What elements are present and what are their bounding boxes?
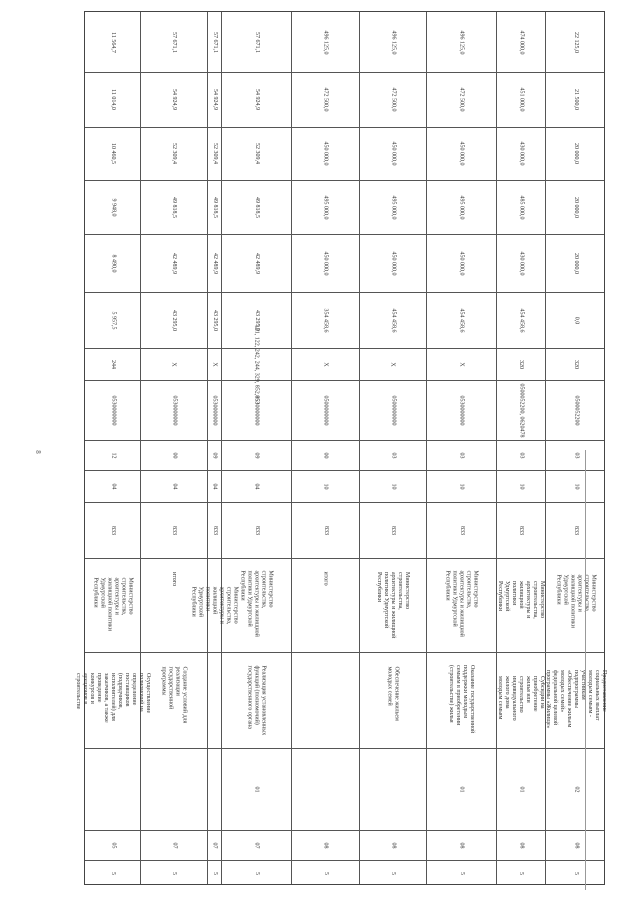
table-cell-v2016 — [545, 180, 606, 234]
table-cell-event — [291, 652, 359, 748]
table-cell-v2017 — [85, 127, 140, 180]
cell-text-pr: 09 — [253, 452, 260, 458]
cell-text-v2018: 472 500,0 — [458, 87, 465, 112]
table-cell-pr — [426, 440, 496, 470]
cell-text-pr: 03 — [390, 452, 396, 458]
cell-text-vr: X — [390, 361, 396, 367]
cell-text-v2019: 22 125,0 — [573, 31, 579, 53]
table-cell-v2019 — [426, 12, 496, 72]
cell-text-vr: 244 — [110, 359, 116, 369]
table-cell-sub2 — [140, 748, 207, 830]
cell-text-num: 5 — [390, 871, 396, 875]
table-cell-rz — [207, 470, 221, 502]
table-cell-rz — [85, 470, 140, 502]
cell-text-v2015: 8 490,0 — [110, 254, 116, 272]
table-cell-v2017 — [291, 127, 359, 180]
cell-text-vr: X — [171, 361, 177, 367]
table-cell-sub1 — [140, 830, 207, 860]
cell-text-v2018: 472 500,0 — [390, 87, 396, 112]
cell-text-executor: итого — [322, 571, 329, 586]
cell-text-v2016: 485 000,0 — [518, 195, 524, 219]
table-cell-event — [75, 652, 151, 748]
cell-text-v2019: 474 000,0 — [518, 30, 524, 54]
cell-text-grbs: 833 — [518, 525, 524, 535]
table-cell-v2015 — [207, 234, 221, 292]
table-cell-v2015 — [426, 234, 496, 292]
cell-text-v2016: 9 948,0 — [110, 198, 116, 216]
table-cell-grbs — [496, 502, 545, 558]
cell-text-v2014: 354 458,6 — [322, 308, 329, 332]
cell-text-csr: 0500000000 — [322, 395, 329, 425]
cell-text-grbs: 833 — [573, 525, 579, 535]
cell-text-v2015: 450 000,0 — [458, 251, 465, 275]
cell-text-sub1: 08 — [573, 842, 579, 848]
cell-text-v2014: 43 295,0 — [211, 309, 218, 331]
cell-text-rz: 10 — [322, 483, 329, 489]
cell-text-vr: 121, 122, 242, 244, 329, 852,853 — [253, 324, 260, 404]
cell-text-v2018: 54 924,9 — [211, 89, 218, 110]
cell-text-event: Предоставление социальных выплат молодым семьям - участникам подпрограммы «Обеспечение жильем молодых семей» федеральной целевой программы «Жилище» — [545, 669, 607, 729]
table-cell-v2017 — [207, 127, 221, 180]
table-cell-csr — [85, 380, 140, 440]
table-cell-v2016 — [140, 180, 207, 234]
cell-text-rz: 04 — [211, 483, 218, 489]
cell-text-pr: 03 — [573, 452, 579, 458]
cell-text-sub1: 08 — [390, 842, 396, 848]
table-cell-vr — [426, 348, 496, 380]
table-cell-v2016 — [426, 180, 496, 234]
cell-text-sub2: 01 — [458, 786, 465, 792]
cell-text-v2014: 43 295,0 — [171, 309, 177, 331]
table-cell-num — [496, 860, 545, 886]
cell-text-vr: 320 — [573, 359, 579, 369]
table-cell-v2019 — [545, 12, 606, 72]
cell-text-v2017: 450 000,0 — [322, 141, 329, 166]
cell-text-pr: 03 — [458, 452, 465, 458]
table-cell-csr — [291, 380, 359, 440]
table-cell-grbs — [221, 502, 291, 558]
cell-text-sub1: 08 — [518, 842, 524, 848]
table-cell-csr — [496, 380, 545, 440]
table-cell-grbs — [85, 502, 140, 558]
table-cell-vr — [140, 348, 207, 380]
table-cell-v2018 — [85, 72, 140, 127]
table-cell-sub1 — [359, 830, 426, 860]
table-cell-num — [545, 860, 606, 886]
table-cell-vr — [291, 348, 359, 380]
table-cell-sub2 — [545, 748, 606, 830]
cell-text-grbs: 833 — [171, 525, 177, 535]
table-cell-rz — [426, 470, 496, 502]
table-cell-num — [221, 860, 291, 886]
table-cell-v2015 — [140, 234, 207, 292]
table-cell-vr — [85, 348, 140, 380]
cell-text-sub1: 07 — [253, 842, 260, 848]
table-cell-pr — [496, 440, 545, 470]
table-cell-num — [85, 860, 140, 886]
cell-text-v2015: 42 489,9 — [211, 252, 218, 274]
table-cell-v2014 — [140, 292, 207, 348]
cell-text-event: Обеспечение жильем молодых семей — [386, 666, 400, 721]
table-cell-v2019 — [359, 12, 426, 72]
table-cell-num — [140, 860, 207, 886]
table-cell-v2017 — [496, 127, 545, 180]
table-cell-v2018 — [207, 72, 221, 127]
table-cell-v2014 — [291, 292, 359, 348]
table-cell-grbs — [207, 502, 221, 558]
table-cell-v2019 — [221, 12, 291, 72]
table-cell-v2017 — [426, 127, 496, 180]
table-cell-csr — [207, 380, 221, 440]
table-cell-v2014 — [496, 292, 545, 348]
table-cell-sub1 — [85, 830, 140, 860]
cell-text-num: 5 — [458, 871, 465, 875]
table-cell-v2018 — [359, 72, 426, 127]
table-cell-v2018 — [291, 72, 359, 127]
cell-text-grbs: 833 — [253, 525, 260, 535]
table-cell-v2018 — [496, 72, 545, 127]
table-cell-v2016 — [291, 180, 359, 234]
table-cell-executor — [359, 558, 426, 652]
cell-text-v2014: 454 458,6 — [518, 308, 524, 332]
table-cell-sub1 — [426, 830, 496, 860]
table-cell-v2019 — [207, 12, 221, 72]
page-number: 8 — [33, 450, 42, 454]
table-cell-sub1 — [291, 830, 359, 860]
table-cell-sub2 — [221, 748, 291, 830]
table-cell-v2017 — [140, 127, 207, 180]
table-cell-v2016 — [496, 180, 545, 234]
cell-text-num: 5 — [573, 871, 579, 875]
cell-text-v2016: 495 000,0 — [458, 195, 465, 219]
table-cell-v2015 — [291, 234, 359, 292]
cell-text-csr: 0530000000 — [110, 395, 116, 425]
table-cell-executor — [426, 558, 496, 652]
cell-text-grbs: 833 — [110, 525, 116, 535]
table-cell-v2016 — [207, 180, 221, 234]
cell-text-grbs: 833 — [458, 525, 465, 535]
cell-text-v2019: 57 671,1 — [253, 31, 260, 53]
cell-text-v2018: 472 500,0 — [322, 87, 329, 112]
cell-text-sub1: 05 — [110, 842, 116, 848]
cell-text-v2017: 52 309,4 — [253, 143, 260, 164]
cell-text-v2019: 57 671,1 — [171, 31, 177, 53]
table-cell-pr — [359, 440, 426, 470]
cell-text-v2015: 430 000,0 — [518, 251, 524, 275]
cell-text-v2019: 496 125,0 — [390, 30, 396, 54]
cell-text-v2014: 454 458,6 — [390, 308, 396, 332]
table-cell-grbs — [140, 502, 207, 558]
table-cell-executor — [221, 558, 291, 652]
cell-text-event: Субсидии на приобретение жилья или строительство индивидуального жилого дома молодым семьям — [497, 675, 545, 721]
table-cell-v2019 — [291, 12, 359, 72]
cell-text-v2018: 21 500,0 — [573, 89, 579, 110]
cell-text-event: Создание условий для реализации государственной программы — [160, 666, 188, 724]
table-cell-grbs — [426, 502, 496, 558]
cell-text-csr: 0530000000 — [211, 395, 218, 425]
table-cell-num — [426, 860, 496, 886]
cell-text-pr: 00 — [171, 452, 177, 458]
table-cell-pr — [140, 440, 207, 470]
cell-text-rz: 10 — [573, 483, 579, 489]
cell-text-grbs: 833 — [390, 525, 396, 535]
table-cell-v2017 — [545, 127, 606, 180]
table-cell-pr — [85, 440, 140, 470]
cell-text-pr: 09 — [211, 452, 218, 458]
table-cell-vr — [221, 324, 291, 404]
cell-text-executor: Министерство строительства, архитектуры и жилищной политики Удмуртской Республики — [376, 571, 410, 638]
table-cell-vr — [359, 348, 426, 380]
cell-text-v2015: 42 489,9 — [171, 252, 177, 274]
table-cell-grbs — [291, 502, 359, 558]
table-cell-v2019 — [85, 12, 140, 72]
table-cell-sub2 — [496, 748, 545, 830]
table-cell-csr — [359, 380, 426, 440]
cell-text-sub1: 07 — [211, 842, 218, 848]
table-cell-rz — [140, 470, 207, 502]
table-cell-pr — [291, 440, 359, 470]
table-cell-v2016 — [221, 180, 291, 234]
cell-text-num: 5 — [171, 871, 177, 875]
cell-text-v2015: 450 000,0 — [322, 251, 329, 275]
table-cell-event — [359, 652, 426, 748]
cell-text-executor: Министерство строительства, архитектуры и жилищной политики Удмуртской Республики — [92, 577, 134, 631]
cell-text-rz: 10 — [518, 483, 524, 489]
table-cell-sub1 — [545, 830, 606, 860]
cell-text-pr: 12 — [110, 452, 116, 458]
table-cell-grbs — [545, 502, 606, 558]
table-cell-v2015 — [359, 234, 426, 292]
table-cell-v2014 — [85, 292, 140, 348]
cell-text-pr: 00 — [322, 452, 329, 458]
cell-text-rz: 04 — [253, 483, 260, 489]
table-cell-rz — [291, 470, 359, 502]
table-cell-v2019 — [140, 12, 207, 72]
table-cell-executor — [545, 558, 606, 652]
table-cell-vr — [496, 348, 545, 380]
cell-text-executor: итого — [171, 571, 177, 586]
table-cell-executor — [85, 558, 140, 652]
cell-text-v2016: 49 818,5 — [211, 196, 218, 218]
table-cell-csr — [426, 380, 496, 440]
cell-text-grbs: 833 — [322, 525, 329, 535]
table-cell-vr — [545, 348, 606, 380]
cell-text-v2017: 430 000,0 — [518, 141, 524, 166]
table-cell-v2018 — [221, 72, 291, 127]
cell-text-v2018: 54 924,9 — [253, 89, 260, 110]
cell-text-csr: 0530000000 — [458, 395, 465, 425]
cell-text-v2014: 454 458,6 — [458, 308, 465, 332]
cell-text-v2015: 450 000,0 — [390, 251, 396, 275]
cell-text-v2014: 43 295,0 — [253, 309, 260, 331]
table-cell-sub1 — [221, 830, 291, 860]
cell-text-executor: Министерство строительства, архитектуры и жилищной политики Удмуртской Республики — [497, 580, 545, 619]
table-cell-vr — [207, 348, 221, 380]
cell-text-rz: 04 — [110, 483, 116, 489]
cell-text-v2017: 52 309,4 — [211, 143, 218, 164]
table-cell-v2017 — [221, 127, 291, 180]
table-cell-csr — [221, 380, 291, 440]
program-table — [75, 11, 607, 885]
cell-text-sub2: 01 — [518, 786, 524, 792]
cell-text-executor: Министерство строительства, архитектуры и жилищной политики Удмуртской Республики — [239, 570, 274, 637]
cell-text-csr: 0500052200 — [573, 395, 579, 425]
table-cell-executor — [190, 558, 239, 652]
cell-text-grbs: 833 — [211, 525, 218, 535]
cell-text-v2016: 495 000,0 — [322, 195, 329, 219]
table-cell-csr — [545, 380, 606, 440]
cell-text-v2018: 11 014,0 — [110, 89, 116, 110]
table-cell-sub2 — [207, 748, 221, 830]
table-cell-rz — [221, 470, 291, 502]
cell-text-v2015: 20 000,0 — [573, 252, 579, 274]
cell-text-event: Осуществление полномочий на определение поставщиков (подрядчиков, исполнителей) для заказчиков, а также проведение конкурсов и аукционов в строительстве — [75, 672, 151, 723]
table-cell-v2014 — [426, 292, 496, 348]
table-cell-num — [207, 860, 221, 886]
table-cell-event — [221, 652, 291, 748]
cell-text-executor: Министерство строительства, архитектуры и жилищной политики Удмуртской Республики — [444, 570, 479, 637]
cell-text-executor: Министерство строительства, архитектуры и жилищной политики Удмуртской Республики — [190, 586, 239, 624]
cell-text-vr: X — [211, 361, 218, 367]
table-cell-sub2 — [359, 748, 426, 830]
table-cell-v2018 — [426, 72, 496, 127]
table-cell-num — [359, 860, 426, 886]
cell-text-csr: 0530000000 — [253, 395, 260, 425]
cell-text-v2016: 49 818,5 — [171, 196, 177, 218]
cell-text-pr: 03 — [518, 452, 524, 458]
cell-text-event: Оказание государственной поддержки молодым семьям в приобретении (строительстве) жилья — [448, 665, 475, 734]
cell-text-v2015: 42 489,9 — [253, 252, 260, 274]
table-cell-executor — [496, 558, 545, 652]
table-cell-v2014 — [359, 292, 426, 348]
table-cell-v2014 — [545, 292, 606, 348]
table-cell-v2018 — [545, 72, 606, 127]
cell-text-sub1: 08 — [458, 842, 465, 848]
cell-text-num: 5 — [110, 871, 116, 875]
table-cell-event — [140, 652, 207, 748]
cell-text-vr: X — [322, 361, 329, 367]
cell-text-vr: X — [458, 361, 465, 367]
cell-text-v2016: 20 000,0 — [573, 196, 579, 218]
table-cell-rz — [359, 470, 426, 502]
table-cell-event — [426, 652, 496, 748]
cell-text-v2017: 450 000,0 — [390, 141, 396, 166]
cell-text-sub2: 02 — [573, 786, 579, 792]
cell-text-v2019: 57 671,1 — [211, 31, 218, 53]
cell-text-num: 5 — [211, 871, 218, 875]
cell-text-v2018: 54 924,9 — [171, 89, 177, 110]
table-cell-sub1 — [496, 830, 545, 860]
cell-text-v2019: 496 125,0 — [458, 30, 465, 54]
table-cell-executor — [291, 558, 359, 652]
table-cell-sub1 — [207, 830, 221, 860]
cell-text-v2014: 0,0 — [573, 316, 579, 324]
table-cell-v2016 — [85, 180, 140, 234]
cell-text-v2019: 496 125,0 — [322, 30, 329, 54]
cell-text-sub1: 07 — [171, 842, 177, 848]
cell-text-sub1: 08 — [322, 842, 329, 848]
cell-text-csr: 0500000000 — [390, 395, 396, 425]
cell-text-rz: 04 — [171, 483, 177, 489]
table-cell-grbs — [359, 502, 426, 558]
cell-text-num: 5 — [518, 871, 524, 875]
margin-rule — [585, 450, 586, 890]
cell-text-v2017: 20 000,0 — [573, 143, 579, 164]
table-cell-v2015 — [221, 234, 291, 292]
table-cell-v2015 — [496, 234, 545, 292]
cell-text-v2019: 11 564,7 — [110, 31, 116, 53]
table-cell-num — [291, 860, 359, 886]
cell-text-rz: 10 — [390, 483, 396, 489]
table-cell-v2016 — [359, 180, 426, 234]
table-cell-pr — [545, 440, 606, 470]
cell-text-csr: 0530000000 — [171, 395, 177, 425]
cell-text-num: 5 — [322, 871, 329, 875]
table-cell-event — [207, 652, 221, 748]
table-cell-pr — [221, 440, 291, 470]
table-cell-v2018 — [140, 72, 207, 127]
table-cell-sub2 — [291, 748, 359, 830]
table-cell-sub2 — [426, 748, 496, 830]
cell-text-executor: Министерство строительства, архитектуры и жилищной политики Удмуртской Республики — [555, 574, 597, 628]
cell-text-v2018: 451 000,0 — [518, 87, 524, 112]
table-cell-csr — [140, 380, 207, 440]
table-cell-event — [545, 652, 606, 748]
table-cell-rz — [496, 470, 545, 502]
cell-text-v2016: 495 000,0 — [390, 195, 396, 219]
cell-text-num: 5 — [253, 871, 260, 875]
table-cell-event — [496, 652, 545, 748]
cell-text-v2014: 5 957,5 — [110, 311, 116, 329]
cell-text-sub2: 01 — [253, 786, 260, 792]
cell-text-rz: 10 — [458, 483, 465, 489]
table-cell-v2015 — [85, 234, 140, 292]
cell-text-event: Реализация установленных функций (полномочий) государственного органа — [246, 665, 267, 735]
table-cell-v2019 — [496, 12, 545, 72]
table-cell-v2017 — [359, 127, 426, 180]
table-cell-pr — [207, 440, 221, 470]
table-cell-rz — [545, 470, 606, 502]
table-cell-sub2 — [85, 748, 140, 830]
cell-text-v2016: 49 818,5 — [253, 196, 260, 218]
cell-text-v2017: 10 460,5 — [110, 143, 116, 164]
table-cell-v2015 — [545, 234, 606, 292]
cell-text-csr: 0500052200, 0620478 — [518, 383, 524, 437]
table-cell-v2014 — [207, 292, 221, 348]
cell-text-v2017: 450 000,0 — [458, 141, 465, 166]
cell-text-vr: 320 — [518, 359, 524, 369]
cell-text-v2017: 52 309,4 — [171, 143, 177, 164]
